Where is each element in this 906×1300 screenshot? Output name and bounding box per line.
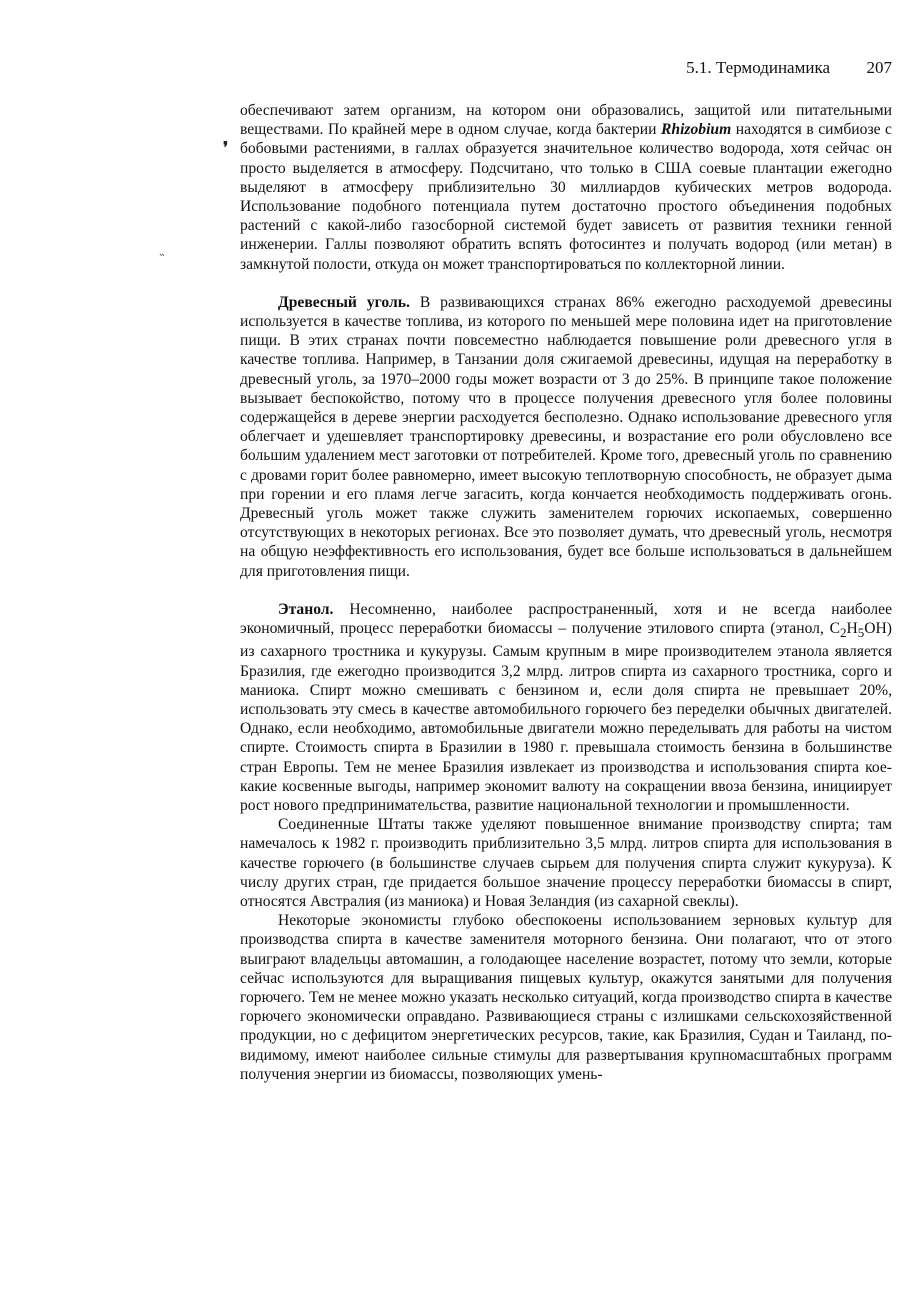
paragraph-heading: Древесный уголь. bbox=[278, 293, 410, 311]
paragraph-text: обеспечивают затем организм, на котором они образовались, защитой или питательными веществами. По крайней мере в одном случае, когда бактерии bbox=[240, 102, 892, 139]
margin-mark: ❜ bbox=[223, 140, 229, 157]
paragraph-heading: Этанол. bbox=[278, 600, 334, 618]
page-number: 207 bbox=[866, 58, 892, 77]
running-head: 5.1. Термодинамика bbox=[686, 58, 830, 77]
paragraph-usa bbox=[240, 815, 892, 911]
paragraph-text: В развивающихся странах 86% ежегодно расходуемой древесины используется в качестве топлива, из которого по меньшей мере половина идет на приготовление пищи. В этих странах почти повсеместно наблюдается повышение роли древесного угля в качестве топлива. Например, в Танзании доля сжигаемой древесины, идущая на переработку в древесный уголь, за 1970–2000 годы может возрасти от 3 до 25%. В принципе такое положение вызывает беспокойство, потому что в процессе получения древесного угля более половины содержащейся в дереве энергии расходуется бесполезно. Однако использование древесного угля облегчает и удешевляет транспортировку древесины, и возрастание его роли обусловлено все большим удалением мест заготовки от потребителей. Кроме того, древесный уголь по сравнению с дровами горит более равномерно, имеет высокую теплотворную способность, не образует дыма при горении и его пламя легче загасить, когда кончается необходимость поддерживать огонь. Древесный уголь может также служить заменителем горючих ископаемых, совершенно отсутствующих в некоторых регионах. Все это позволяет думать, что древесный уголь, несмотря на общую неэффективность его использования, будет все больше использоваться в дальнейшем для приготовления пищи. bbox=[240, 293, 892, 580]
paragraph-charcoal bbox=[240, 293, 892, 581]
paragraph-text: Несомненно, наиболее распространенный, хотя и не всегда наиболее экономичный, процесс переработки биомассы – получение этилового спирта (этанол, bbox=[240, 600, 892, 638]
paragraph-economists bbox=[240, 911, 892, 1084]
paragraph-text: Соединенные Штаты также уделяют повышенное внимание производству спирта; там намечалось к 1982 г. производить приблизительно 3,5 млрд. литров спирта для использования в качестве горючего (в большинстве случаев сырьем для получения спирта служит кукуруза). К числу других стран, где придается большое значение процессу переработки биомассы в спирт, относятся Австралия (из маниока) и Новая Зеландия (из сахарной свеклы). bbox=[240, 816, 892, 911]
body-text bbox=[240, 101, 892, 1084]
paragraph-text: Некоторые экономисты глубоко обеспокоены использованием зерновых культур для производства спирта в качестве заменителя моторного бензина. Они полагают, что от этого выиграют владельцы автомашин, а голодающее население возрастет, потому что земли, которые сейчас используются для выращивания пищевых культур, окажутся занятыми для получения горючего. Тем не менее можно указать несколько ситуаций, когда производство спирта в качестве горючего экономически оправдано. Развивающиеся страны с излишками сельскохозяйственной продукции, но с дефицитом энергетических ресурсов, такие, как Бразилия, Судан и Таиланд, по-видимому, имеют наиболее сильные стимулы для развертывания крупномасштабных программ получения энергии из биомассы, позволяющих умень- bbox=[240, 912, 892, 1083]
italic-term: Rhizobium bbox=[661, 121, 732, 139]
page-header bbox=[240, 58, 892, 82]
paragraph-text: находятся в симбиозе с бобовыми растениями, в галлах образуется значительное количество водорода, хотя сейчас он просто выделяется в атмосферу. Подсчитано, что только в США соевые плантации ежегодно выделяют в атмосферу приблизительно 30 миллиардов кубических метров водорода. Использование подобного потенциала путем достаточно простого объединения подобных растений с какой-либо газосборной системой будет зависеть от развития техники генной инженерии. Галлы позволяют обратить вспять фотосинтез и получать водород (или метан) в замкнутой полости, откуда он может транспортироваться по коллекторной линии. bbox=[240, 121, 892, 273]
paragraph-ethanol bbox=[240, 600, 892, 815]
margin-mark: ˵ bbox=[160, 246, 164, 260]
chemical-formula: $C_2H_5OH$ bbox=[829, 620, 887, 641]
paragraph-rhizobium bbox=[240, 101, 892, 274]
paragraph-text: ) из сахарного тростника и кукурузы. Самым крупным в мире производителем этанола является Бразилия, где ежегодно производится 3,2 млрд. литров спирта из сахарного тростника, сорго и маниока. Спирт можно смешивать с бензином и, если доля спирта не превышает 20%, использовать эту смесь в качестве автомобильного горючего без переделки обычных двигателей. Однако, если необходимо, автомобильные двигатели можно переделывать для работы на чистом спирте. Стоимость спирта в Бразилии в 1980 г. превышала стоимость бензина в большинстве стран Европы. Тем не менее Бразилия извлекает из производства и использования спирта кое-какие косвенные выгоды, например экономит валюту на сокращении ввоза бензина, инициирует рост нового предпринимательства, развитие национальной технологии и промышленности. bbox=[240, 620, 892, 815]
